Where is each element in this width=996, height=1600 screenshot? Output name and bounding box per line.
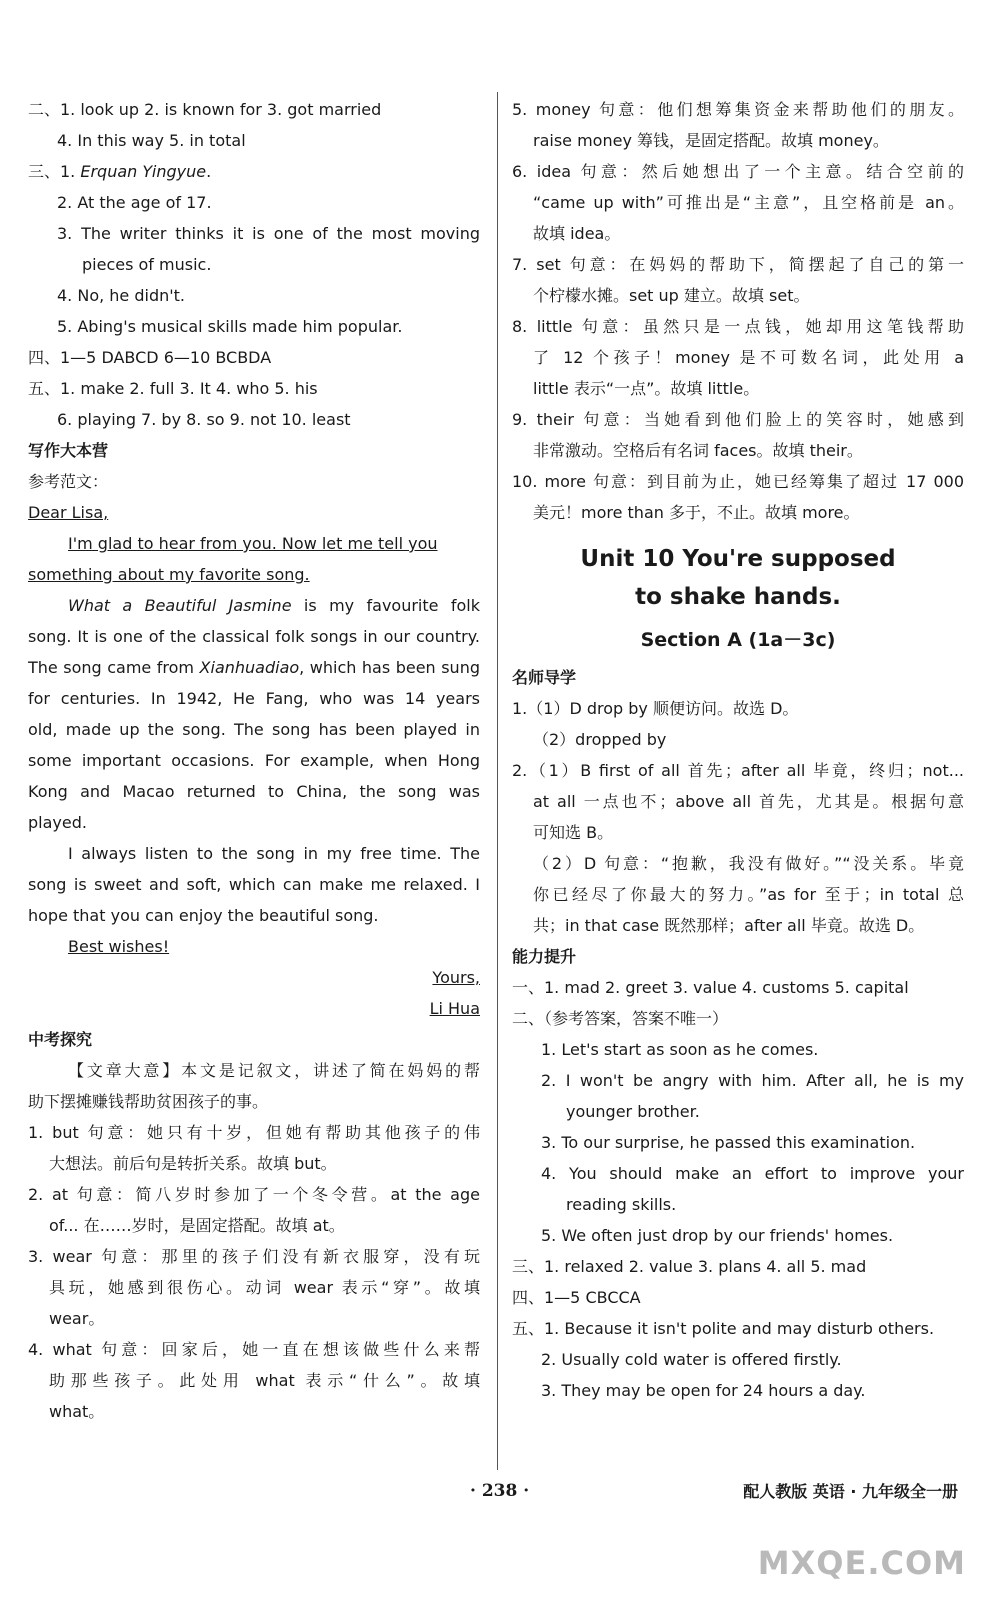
text-line: What a Beautiful Jasmine is my favourite folk xyxy=(68,596,480,615)
text-line: 3. The writer thinks it is one of the most moving xyxy=(57,224,480,243)
text-line: 3. They may be open for 24 hours a day. xyxy=(541,1381,866,1400)
text-line: wear。 xyxy=(49,1309,105,1328)
italic-title: Xianhuadiao xyxy=(199,658,300,677)
text-line: 【文章大意】本文是记叙文，讲述了简在妈妈的帮 xyxy=(68,1061,480,1080)
text-line: 2.（1）B first of all 首先；after all 毕竟，终归；not... xyxy=(512,761,964,780)
text-line: something about my favorite song. xyxy=(28,565,310,584)
text-line: 4. You should make an effort to improve your xyxy=(541,1164,964,1183)
text-line: Best wishes! xyxy=(68,937,170,956)
section-title: Section A (1a－3c) xyxy=(640,629,836,651)
text-line: 助那些孩子。此处用 what 表示“什么”。故填 xyxy=(49,1371,480,1390)
text-line: 6. idea 句意：然后她想出了一个主意。结合空前的 xyxy=(512,162,964,181)
italic-title: What a Beautiful Jasmine xyxy=(68,596,292,615)
unit-title xyxy=(512,540,964,616)
text-line: Yours, xyxy=(432,968,480,987)
text-line: Dear Lisa, xyxy=(28,503,109,522)
text-line: what。 xyxy=(49,1402,105,1421)
text-line: 5. money 句意：他们想筹集资金来帮助他们的朋友。 xyxy=(512,100,964,119)
text-line: 2. Usually cold water is offered firstly. xyxy=(541,1350,842,1369)
text-line: The song came from Xianhuadiao, which has been sung xyxy=(28,658,480,677)
text-line: little 表示“一点”。故填 little。 xyxy=(533,379,760,398)
text-line: 2. I won't be angry with him. After all, he is my xyxy=(541,1071,964,1090)
text-line: 4. what 句意：回家后，她一直在想该做些什么来帮 xyxy=(28,1340,480,1359)
section-answers xyxy=(512,662,964,1406)
text-line: 三、1. Erquan Yingyue. xyxy=(28,162,212,181)
answers-continued xyxy=(512,94,964,528)
page-number: · 238 · xyxy=(470,1481,530,1501)
watermark-logo: MXQE.COM xyxy=(757,1544,966,1582)
text-line: 9. their 句意：当她看到他们脸上的笑容时，她感到 xyxy=(512,410,964,429)
text-line: 共；in that case 既然那样；after all 毕竟。故选 D。 xyxy=(533,916,925,935)
text-line: 8. little 句意：虽然只是一点钱，她却用这笔钱帮助 xyxy=(512,317,964,336)
text-line: 了 12 个孩子！money 是不可数名词，此处用 a xyxy=(533,348,964,367)
text-line: at all 一点也不；above all 首先，尤其是。根据句意 xyxy=(533,792,964,811)
section-heading: 名师导学 xyxy=(512,668,577,687)
text-line: 10. more 句意：到目前为止，她已经筹集了超过 17 000 xyxy=(512,472,964,491)
text-line: Kong and Macao returned to China, the song was xyxy=(28,782,480,801)
text-line: 助下摆摊赚钱帮助贫困孩子的事。 xyxy=(28,1092,269,1111)
text-line: “came up with”可推出是“主意”，且空格前是 an。 xyxy=(533,193,964,212)
text-line: 7. set 句意：在妈妈的帮助下，简摆起了自己的第一 xyxy=(512,255,964,274)
text-line: played. xyxy=(28,813,87,832)
section-heading: 能力提升 xyxy=(512,947,577,966)
section-heading: 中考探究 xyxy=(28,1030,93,1049)
text-line: 5. We often just drop by our friends' homes. xyxy=(541,1226,894,1245)
text-line: reading skills. xyxy=(566,1195,677,1214)
text-line: 非常激动。空格后有名词 faces。故填 their。 xyxy=(533,441,863,460)
text-line: of... 在……岁时，是固定搭配。故填 at。 xyxy=(49,1216,345,1235)
text-line: 美元！more than 多于，不止。故填 more。 xyxy=(533,503,860,522)
text-line: some important occasions. For example, when Hong xyxy=(28,751,480,770)
text-line: song. It is one of the classical folk songs in our country. xyxy=(28,627,480,646)
text-line: I always listen to the song in my free time. The xyxy=(68,844,480,863)
text-line: 可知选 B。 xyxy=(533,823,614,842)
text-line: 具玩，她感到很伤心。动词 wear 表示“穿”。故填 xyxy=(49,1278,480,1297)
text-line: 故填 idea。 xyxy=(533,224,621,243)
text-line: 1.（1）D drop by 顺便访问。故选 D。 xyxy=(512,699,799,718)
edition-label: 配人教版 英语 · 九年级全一册 xyxy=(743,1482,958,1501)
text-line: 五、1. make 2. full 3. It 4. who 5. his xyxy=(28,379,318,398)
text-line: 大想法。前后句是转折关系。故填 but。 xyxy=(49,1154,337,1173)
text-line: 五、1. Because it isn't polite and may disturb others. xyxy=(512,1319,935,1338)
text-line: 1. but 句意：她只有十岁，但她有帮助其他孩子的伟 xyxy=(28,1123,480,1142)
text-line: 二、（参考答案，答案不唯一） xyxy=(512,1009,729,1028)
text-line: （2）dropped by xyxy=(533,730,667,749)
text-line: 四、1—5 DABCD 6—10 BCBDA xyxy=(28,348,272,367)
text-line: 2. At the age of 17. xyxy=(57,193,212,212)
text-line: 2. at 句意：简八岁时参加了一个冬令营。at the age xyxy=(28,1185,480,1204)
text-line: 四、1—5 CBCCA xyxy=(512,1288,641,1307)
text-line: 二、1. look up 2. is known for 3. got married xyxy=(28,100,382,119)
right-column xyxy=(512,94,964,1406)
text-line: 5. Abing's musical skills made him popular. xyxy=(57,317,403,336)
text-line: 3. To our surprise, he passed this examination. xyxy=(541,1133,916,1152)
text-line: 4. No, he didn't. xyxy=(57,286,186,305)
section-heading: 写作大本营 xyxy=(28,441,109,460)
text-line: 你已经尽了你最大的努力。”as for 至于；in total 总 xyxy=(533,885,964,904)
text-line: for centuries. In 1942, He Fang, who was 14 years xyxy=(28,689,480,708)
unit-title-line-2: to shake hands. xyxy=(635,584,841,610)
text-line: I'm glad to hear from you. Now let me tell you xyxy=(68,534,438,553)
left-column xyxy=(28,94,480,1427)
column-divider xyxy=(497,92,498,1470)
text-line: 参考范文： xyxy=(28,472,109,491)
unit-title-line-1: Unit 10 You're supposed xyxy=(580,546,896,572)
page-footer xyxy=(0,1476,996,1506)
text-line: 1. Let's start as soon as he comes. xyxy=(541,1040,819,1059)
text-line: Li Hua xyxy=(429,999,480,1018)
italic-title: Erquan Yingyue xyxy=(80,162,207,181)
text-line: younger brother. xyxy=(566,1102,700,1121)
text-line: pieces of music. xyxy=(82,255,212,274)
text-line: 个柠檬水摊。set up 建立。故填 set。 xyxy=(533,286,810,305)
text-line: 4. In this way 5. in total xyxy=(57,131,246,150)
text-line: （2）D 句意：“抱歉，我没有做好。”“没关系。毕竟 xyxy=(533,854,964,873)
text-line: 三、1. relaxed 2. value 3. plans 4. all 5. mad xyxy=(512,1257,867,1276)
text-line: hope that you can enjoy the beautiful song. xyxy=(28,906,379,925)
text-line: 一、1. mad 2. greet 3. value 4. customs 5. capital xyxy=(512,978,909,997)
text-line: 3. wear 句意：那里的孩子们没有新衣服穿，没有玩 xyxy=(28,1247,480,1266)
text-line: song is sweet and soft, which can make me relaxed. I xyxy=(28,875,480,894)
text-line: old, made up the song. The song has been played in xyxy=(28,720,480,739)
text-line: 6. playing 7. by 8. so 9. not 10. least xyxy=(57,410,351,429)
text-line: raise money 筹钱，是固定搭配。故填 money。 xyxy=(533,131,889,150)
